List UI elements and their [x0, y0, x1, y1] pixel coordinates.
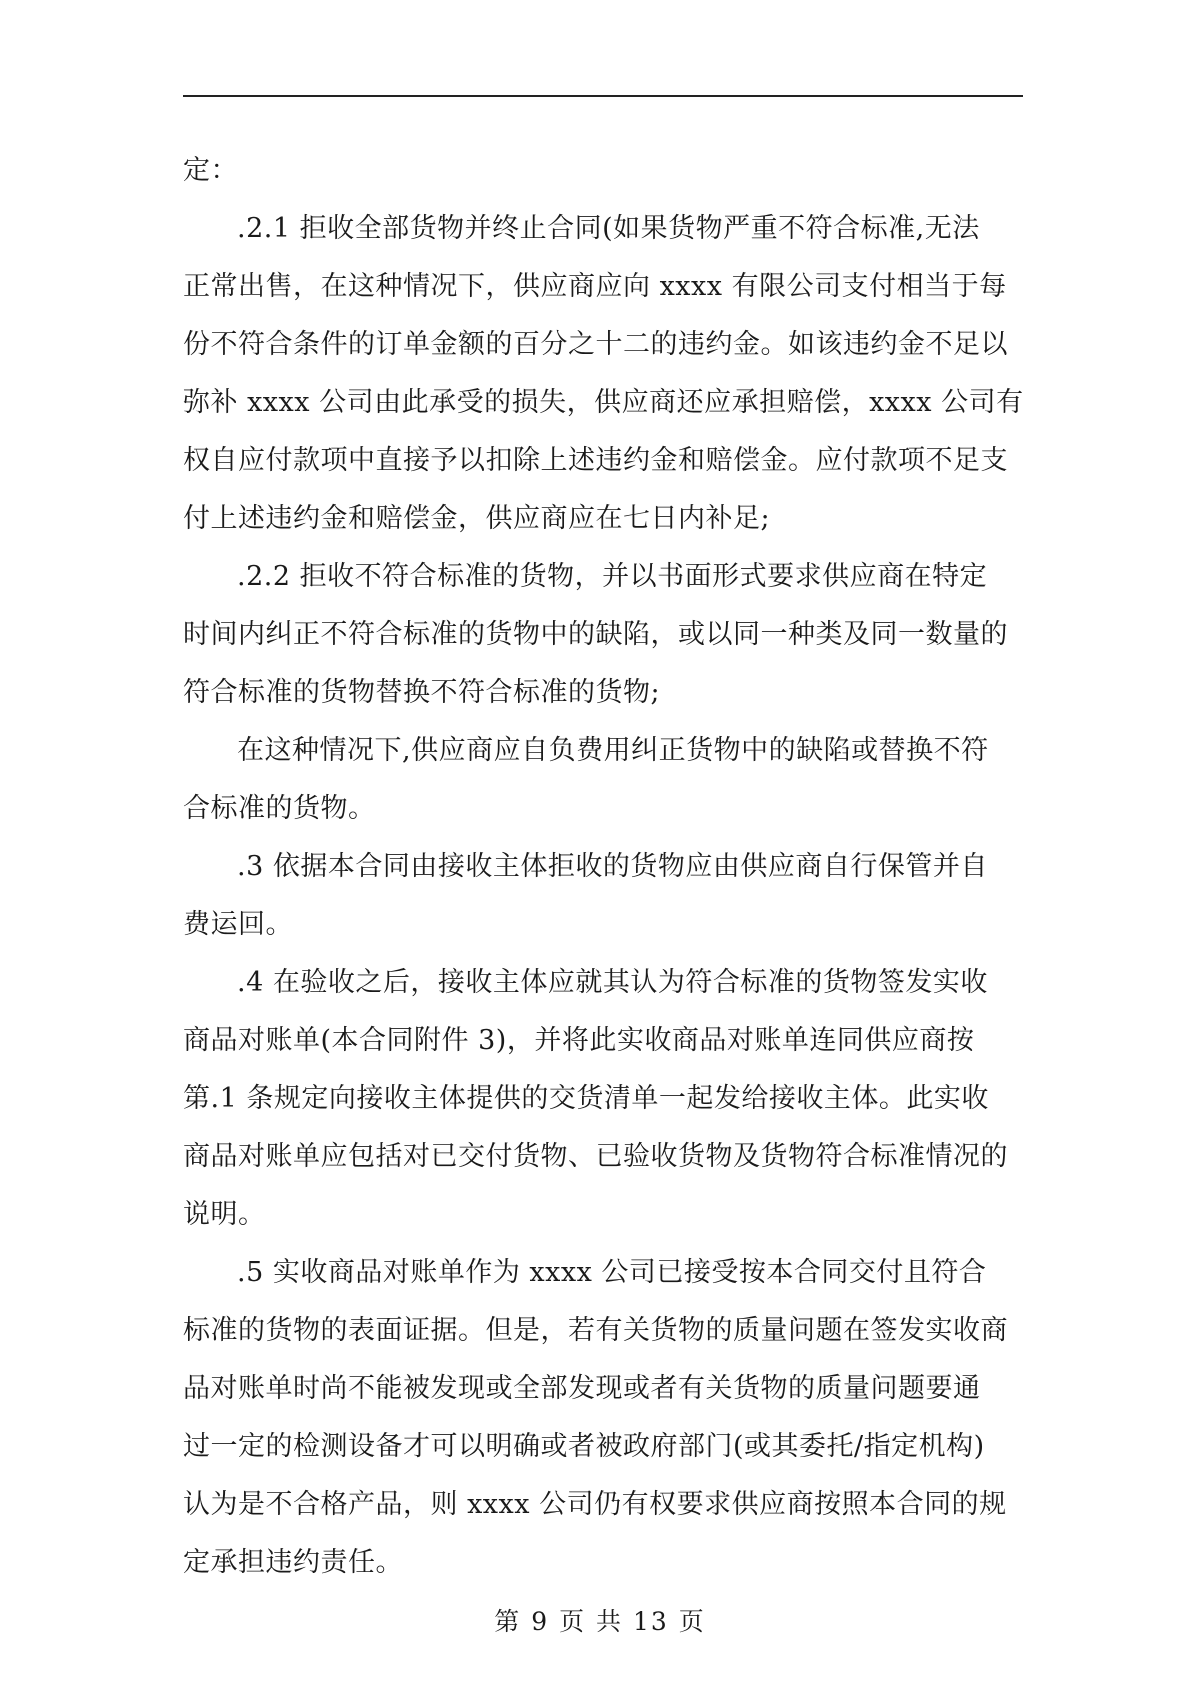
text-line: 弥补 xxxx 公司由此承受的损失，供应商还应承担赔偿，xxxx 公司有 — [183, 387, 1024, 418]
text-line: 正常出售，在这种情况下，供应商应向 xxxx 有限公司支付相当于每 — [183, 271, 1007, 302]
text-line: 权自应付款项中直接予以扣除上述违约金和赔偿金。应付款项不足支 — [183, 445, 1008, 476]
document-body — [183, 142, 1023, 1592]
text-line: 标准的货物的表面证据。但是，若有关货物的质量问题在签发实收商 — [183, 1315, 1008, 1346]
text-line: 付上述违约金和赔偿金，供应商应在七日内补足; — [183, 503, 771, 534]
text-line: 符合标准的货物替换不符合标准的货物; — [183, 677, 661, 708]
page-number-footer: 第 9 页 共 13 页 — [494, 1607, 706, 1636]
text-line: 商品对账单应包括对已交付货物、已验收货物及货物符合标准情况的 — [183, 1141, 1008, 1172]
text-line: 时间内纠正不符合标准的货物中的缺陷，或以同一种类及同一数量的 — [183, 619, 1008, 650]
text-line: 第.1 条规定向接收主体提供的交货清单一起发给接收主体。此实收 — [183, 1083, 989, 1114]
text-line: .4 在验收之后，接收主体应就其认为符合标准的货物签发实收 — [237, 967, 988, 998]
text-line: 费运回。 — [183, 909, 293, 940]
header-rule — [183, 95, 1023, 97]
text-line: 定： — [183, 155, 238, 186]
text-line: 定承担违约责任。 — [183, 1547, 403, 1578]
text-line: 商品对账单(本合同附件 3)，并将此实收商品对账单连同供应商按 — [183, 1025, 975, 1056]
text-line: 在这种情况下,供应商应自负费用纠正货物中的缺陷或替换不符 — [237, 735, 989, 766]
text-line: 份不符合条件的订单金额的百分之十二的违约金。如该违约金不足以 — [183, 329, 1008, 360]
text-line: 过一定的检测设备才可以明确或者被政府部门(或其委托/指定机构) — [183, 1431, 985, 1462]
text-line: 认为是不合格产品，则 xxxx 公司仍有权要求供应商按照本合同的规 — [183, 1489, 1007, 1520]
text-line: .5 实收商品对账单作为 xxxx 公司已接受按本合同交付且符合 — [237, 1257, 987, 1288]
text-line: .2.2 拒收不符合标准的货物，并以书面形式要求供应商在特定 — [237, 561, 988, 592]
text-line: 品对账单时尚不能被发现或全部发现或者有关货物的质量问题要通 — [183, 1373, 981, 1404]
text-line: .2.1 拒收全部货物并终止合同(如果货物严重不符合标准,无法 — [237, 213, 980, 244]
text-line: 合标准的货物。 — [183, 793, 376, 824]
text-line: .3 依据本合同由接收主体拒收的货物应由供应商自行保管并自 — [237, 851, 988, 882]
text-line: 说明。 — [183, 1199, 266, 1230]
